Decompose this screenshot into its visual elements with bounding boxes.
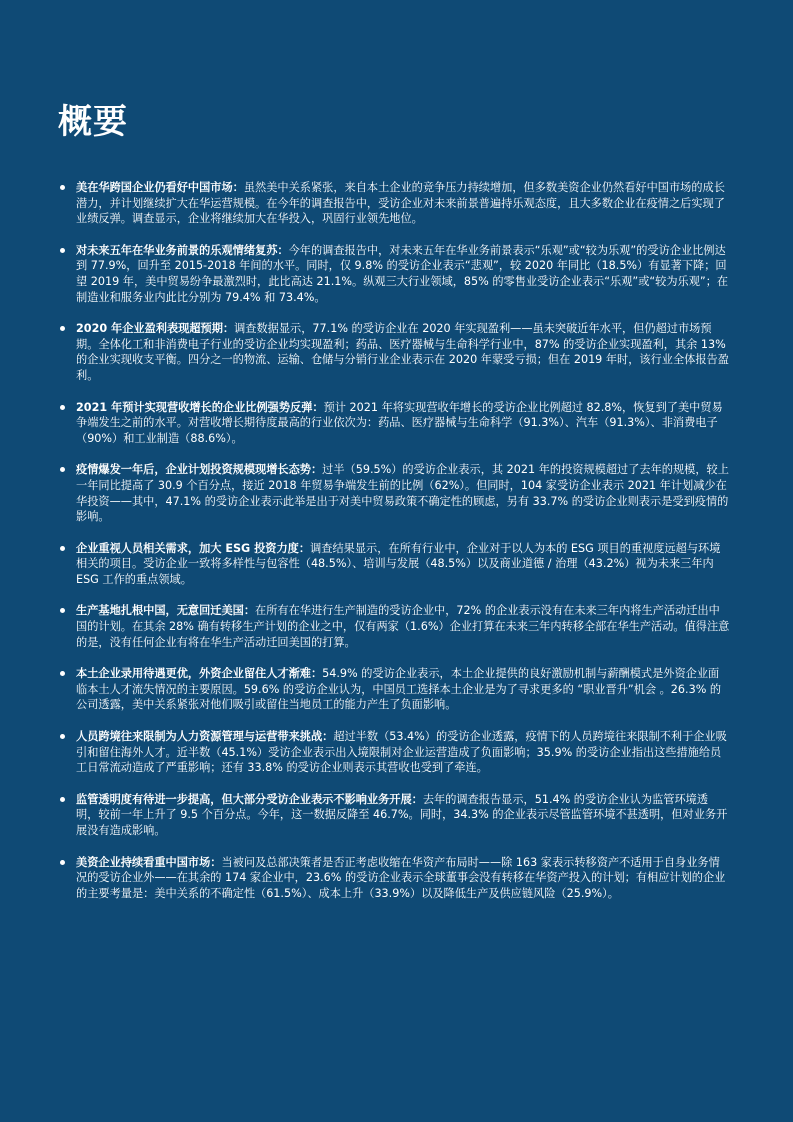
bullet-body: 在所有在华进行生产制造的受访企业中，72% 的企业表示没有在未来三年内将生产活动迁出中国的计划。在其余 28% 确有转移生产计划的企业之中，仅有两家（1.6%）企业打算在未来三年内转移全部在华生产活动。值得注意的是，没有任何企业有将在华生产活动迁回美国的打算。 [76, 604, 730, 649]
bullet-heading: 人员跨境往来限制为人力资源管理与运营带来挑战： [76, 730, 334, 744]
list-item [60, 243, 730, 305]
list-item [60, 400, 730, 447]
list-item [60, 462, 730, 524]
bullet-dot-icon [60, 185, 65, 190]
bullet-heading: 疫情爆发一年后，企业计划投资规模现增长态势： [76, 463, 323, 477]
bullet-dot-icon [60, 546, 65, 551]
list-item [60, 180, 730, 227]
bullet-heading: 本土企业录用待遇更优，外资企业留住人才渐难： [76, 667, 323, 681]
bullet-dot-icon [60, 734, 65, 739]
bullet-body: 预计 2021 年将实现营收年增长的受访企业比例超过 82.8%，恢复到了美中贸易争端发生之前的水平。对营收增长期待度最高的行业依次为：药品、医疗器械与生命科学（91.3%）、汽车（91.3%）、非消费电子（90%）和工业制造（88.6%）。 [76, 400, 723, 445]
bullet-dot-icon [60, 467, 65, 472]
bullet-heading: 企业重视人员相关需求，加大 ESG 投资力度： [76, 541, 311, 555]
bullet-dot-icon [60, 860, 65, 865]
bullet-body: 过半（59.5%）的受访企业表示，其 2021 年的投资规模超过了去年的规模，较上一年同比提高了 30.9 个百分点，接近 2018 年贸易争端发生前的比例（62%）。但同时，104 家受访企业表示 2021 年计划减少在华投资——其中，47.1% 的受访企业表示此举是出于对美中贸易政策不确定性的顾虑，另有 33.7% 的受访企业则表示是受到疫情的影响。 [76, 463, 729, 524]
bullet-body: 超过半数（53.4%）的受访企业透露，疫情下的人员跨境往来限制不利于企业吸引和留住海外人才。近半数（45.1%）受访企业表示出入境限制对企业运营造成了负面影响；35.9% 的受访企业指出这些措施给员工日常流动造成了严重影响；还有 33.8% 的受访企业则表示其营收也受到了牵连。 [76, 730, 727, 775]
page-title: 概要 [58, 102, 128, 142]
bullet-dot-icon [60, 671, 65, 676]
bullet-heading: 2021 年预计实现营收增长的企业比例强势反弹： [76, 400, 324, 414]
list-item [60, 792, 730, 839]
bullet-heading: 2020 年企业盈利表现超预期： [76, 322, 235, 336]
list-item [60, 666, 730, 713]
bullet-dot-icon [60, 326, 65, 331]
bullet-heading: 美资企业持续看重中国市场： [76, 855, 222, 869]
list-item [60, 321, 730, 383]
bullet-heading: 生产基地扎根中国，无意回迁美国： [76, 604, 256, 618]
list-item [60, 541, 730, 588]
bullet-heading: 对未来五年在华业务前景的乐观情绪复苏： [76, 243, 289, 257]
bullet-body: 今年的调查报告中，对未来五年在华业务前景表示“乐观”或“较为乐观”的受访企业比例达到 77.9%，回升至 2015-2018 年间的水平。同时，仅 9.8% 的受访企业表示“悲观”，较 2020 年同比（18.5%）有显著下降；回望 2019 年，美中贸易纷争最激烈时，此比高达 21.1%。纵观三大行业领域，85% 的零售业受访企业表示“乐观”或“较为乐观”；在制造业和服务业内此比分别为 79.4% 和 73.4%。 [76, 243, 729, 304]
list-item [60, 729, 730, 776]
bullet-body: 54.9% 的受访企业表示，本土企业提供的良好激励机制与薪酬模式是外资企业面临本土人才流失情况的主要原因。59.6% 的受访企业认为，中国员工选择本土企业是为了寻求更多的 “职业晋升”机会 。26.3% 的公司透露，美中关系紧张对他们吸引或留住当地员工的能力产生了负面影响。 [76, 667, 722, 712]
bullet-dot-icon [60, 797, 65, 802]
bullet-body: 调查数据显示，77.1% 的受访企业在 2020 年实现盈利——虽未突破近年水平，但仍超过市场预期。全体化工和非消费电子行业的受访企业均实现盈利；药品、医疗器械与生命科学行业中，87% 的受访企业实现盈利，其余 13% 的企业实现收支平衡。四分之一的物流、运输、仓储与分销行业企业表示在 2020 年蒙受亏损；但在 2019 年时，该行业全体报告盈利。 [76, 322, 729, 382]
bullet-dot-icon [60, 608, 65, 613]
bullet-heading: 美在华跨国企业仍看好中国市场： [76, 181, 244, 194]
list-item [60, 603, 730, 650]
bullet-heading: 监管透明度有待进一步提高，但大部分受访企业表示不影响业务开展： [76, 792, 423, 806]
bullet-dot-icon [60, 248, 65, 253]
bullet-body: 去年的调查报告显示，51.4% 的受访企业认为监管环境透明，较前一年上升了 9.5 个百分点。今年，这一数据反降至 46.7%。同时，34.3% 的企业表示尽管监管环境不甚透明，但对业务开展没有造成影响。 [76, 792, 728, 837]
bullet-body: 当被问及总部决策者是否正考虑收缩在华资产布局时——除 163 家表示转移资产不适用于自身业务情况的受访企业外——在其余的 174 家企业中，23.6% 的受访企业表示全球董事会没有转移在华资产投入的计划；有相应计划的企业的主要考量是：美中关系的不确定性（61.5%）、成本上升（33.9%）以及降低生产及供应链风险（25.9%）。 [76, 855, 726, 900]
summary-list [60, 180, 730, 917]
bullet-body: 虽然美中关系紧张，来自本土企业的竞争压力持续增加，但多数美资企业仍然看好中国市场的成长潜力，并计划继续扩大在华运营规模。在今年的调查报告中，受访企业对未来前景普遍持乐观态度，且大多数企业在疫情之后实现了业绩反弹。调查显示，企业将继续加大在华投入，巩固行业领先地位。 [76, 181, 725, 226]
bullet-body: 调查结果显示，在所有行业中，企业对于以人为本的 ESG 项目的重视度远超与环境相关的项目。受访企业一致将多样性与包容性（48.5%）、培训与发展（48.5%）以及商业道德 / 治理（43.2%）视为未来三年内 ESG 工作的重点领域。 [76, 541, 721, 586]
bullet-dot-icon [60, 405, 65, 410]
list-item [60, 855, 730, 902]
